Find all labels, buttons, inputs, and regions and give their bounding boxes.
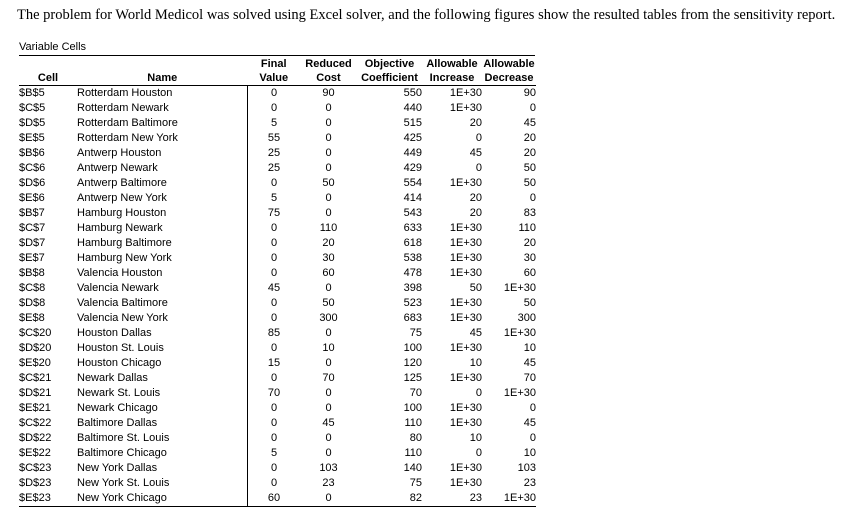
- allowable-increase: 50: [469, 282, 482, 294]
- reduced-cost: 0: [325, 192, 332, 204]
- allowable-decrease: 0: [529, 192, 536, 204]
- table-row: [19, 176, 536, 191]
- objective-coefficient: 449: [403, 147, 422, 159]
- objective-coefficient: 554: [403, 177, 422, 189]
- objective-coefficient: 618: [403, 237, 422, 249]
- variable-name: New York Dallas: [77, 462, 158, 474]
- final-value: 0: [248, 461, 301, 476]
- reduced-cost: 10: [322, 342, 335, 354]
- final-value: 0: [248, 311, 301, 326]
- header-reduced-top: Reduced: [305, 58, 352, 70]
- allowable-increase: 1E+30: [449, 222, 482, 234]
- allowable-increase: 1E+30: [449, 297, 482, 309]
- reduced-cost: 50: [322, 177, 335, 189]
- header-cell-blank: [19, 57, 77, 71]
- allowable-decrease: 70: [523, 372, 536, 384]
- final-value: 15: [248, 356, 301, 371]
- reduced-cost: 70: [322, 372, 335, 384]
- final-value: 70: [248, 386, 301, 401]
- allowable-decrease: 10: [523, 342, 536, 354]
- reduced-cost: 60: [322, 267, 335, 279]
- final-value: 75: [248, 206, 301, 221]
- objective-coefficient: 125: [403, 372, 422, 384]
- reduced-cost: 0: [325, 162, 332, 174]
- cell-address: $E$22: [19, 447, 51, 459]
- reduced-cost: 0: [325, 102, 332, 114]
- cell-address: $D$23: [19, 477, 52, 489]
- variable-name: Newark Chicago: [77, 402, 158, 414]
- allowable-increase: 45: [469, 147, 482, 159]
- allowable-increase: 1E+30: [449, 312, 482, 324]
- variable-name: Antwerp Houston: [77, 147, 162, 159]
- cell-address: $E$8: [19, 312, 45, 324]
- objective-coefficient: 110: [404, 447, 422, 459]
- final-value: 0: [248, 101, 301, 116]
- allowable-decrease: 0: [529, 432, 536, 444]
- allowable-increase: 1E+30: [449, 402, 482, 414]
- final-value: 0: [248, 266, 301, 281]
- objective-coefficient: 75: [409, 477, 422, 489]
- cell-address: $C$7: [19, 222, 46, 234]
- allowable-decrease: 50: [523, 177, 536, 189]
- allowable-decrease: 20: [523, 132, 536, 144]
- header-cell: Cell: [19, 71, 77, 86]
- header-decrease-bottom: Decrease: [482, 71, 536, 86]
- intro-paragraph: The problem for World Medicol was solved using Excel solver, and the following figures show the resulted tables from the sensitivity report.: [17, 7, 836, 23]
- final-value: 0: [248, 296, 301, 311]
- final-value: 0: [248, 431, 301, 446]
- cell-address: $E$5: [19, 132, 45, 144]
- cell-address: $C$6: [19, 162, 46, 174]
- header-name: Name: [77, 71, 248, 86]
- allowable-increase: 23: [422, 491, 482, 507]
- reduced-cost: 103: [319, 462, 338, 474]
- allowable-decrease: 30: [523, 252, 536, 264]
- header-name-blank: [77, 57, 248, 71]
- objective-coefficient: 100: [403, 342, 422, 354]
- reduced-cost: 0: [325, 432, 332, 444]
- allowable-increase: 1E+30: [449, 477, 482, 489]
- objective-coefficient: 110: [404, 417, 422, 429]
- table-row: [19, 371, 536, 386]
- cell-address: $E$21: [19, 402, 51, 414]
- cell-address: $D$7: [19, 237, 46, 249]
- objective-coefficient: 120: [403, 357, 422, 369]
- table-body: [19, 86, 536, 507]
- reduced-cost: 45: [322, 417, 335, 429]
- cell-address: $D$20: [19, 342, 52, 354]
- allowable-increase: 1E+30: [449, 102, 482, 114]
- header-reduced-bottom: Cost: [300, 71, 357, 86]
- allowable-increase: 20: [469, 207, 482, 219]
- table-row: [19, 236, 536, 251]
- header-increase-bottom: Increase: [422, 71, 482, 86]
- cell-address: $D$21: [19, 387, 52, 399]
- allowable-increase: 1E+30: [449, 342, 482, 354]
- final-value: 0: [248, 236, 301, 251]
- cell-address: $E$6: [19, 192, 45, 204]
- allowable-increase: 1E+30: [449, 177, 482, 189]
- final-value: 45: [248, 281, 301, 296]
- allowable-increase: 20: [469, 192, 482, 204]
- cell-address: $C$20: [19, 327, 52, 339]
- variable-name: Hamburg Newark: [77, 222, 163, 234]
- header-objective-bottom: Coefficient: [357, 71, 422, 86]
- table-row: [19, 221, 536, 236]
- allowable-increase: 20: [469, 117, 482, 129]
- objective-coefficient: 633: [403, 222, 422, 234]
- allowable-increase: 10: [469, 432, 482, 444]
- allowable-decrease: 110: [518, 222, 536, 234]
- final-value: 0: [248, 416, 301, 431]
- variable-name: Newark Dallas: [77, 372, 148, 384]
- allowable-decrease: 20: [523, 237, 536, 249]
- reduced-cost: 0: [325, 357, 332, 369]
- table-row: [19, 446, 536, 461]
- allowable-decrease: 20: [523, 147, 536, 159]
- variable-name: Newark St. Louis: [77, 387, 161, 399]
- allowable-decrease: 45: [523, 417, 536, 429]
- final-value: 0: [248, 476, 301, 491]
- cell-address: $C$8: [19, 282, 46, 294]
- allowable-decrease: 50: [523, 162, 536, 174]
- cell-address: $C$21: [19, 372, 52, 384]
- allowable-increase: 10: [469, 357, 482, 369]
- final-value: 0: [248, 221, 301, 236]
- objective-coefficient: 80: [409, 432, 422, 444]
- objective-coefficient: 440: [403, 102, 422, 114]
- variable-name: Hamburg Baltimore: [77, 237, 172, 249]
- objective-coefficient: 550: [403, 87, 422, 99]
- cell-address: $D$6: [19, 177, 46, 189]
- allowable-increase: 1E+30: [449, 237, 482, 249]
- cell-address: $E$23: [19, 491, 77, 507]
- objective-coefficient: 683: [403, 312, 422, 324]
- table-row: [19, 431, 536, 446]
- table-row: [19, 191, 536, 206]
- objective-coefficient: 425: [403, 132, 422, 144]
- allowable-increase: 0: [475, 132, 482, 144]
- variable-name: Houston Chicago: [77, 357, 162, 369]
- objective-coefficient: 100: [403, 402, 422, 414]
- objective-coefficient: 75: [409, 327, 422, 339]
- allowable-increase: 1E+30: [449, 252, 482, 264]
- cell-address: $D$8: [19, 297, 46, 309]
- objective-coefficient: 70: [409, 387, 422, 399]
- final-value: 5: [248, 446, 301, 461]
- objective-coefficient: 515: [403, 117, 422, 129]
- reduced-cost: 0: [325, 327, 332, 339]
- table-header: [19, 57, 536, 86]
- reduced-cost: 50: [322, 297, 335, 309]
- variable-name: Baltimore St. Louis: [77, 432, 170, 444]
- allowable-decrease: 50: [523, 297, 536, 309]
- allowable-decrease: 300: [517, 312, 536, 324]
- final-value: 0: [248, 176, 301, 191]
- reduced-cost: 30: [322, 252, 335, 264]
- variable-name: New York St. Louis: [77, 477, 170, 489]
- table-row: [19, 326, 536, 341]
- objective-coefficient: 82: [357, 491, 422, 507]
- allowable-decrease: 83: [523, 207, 536, 219]
- variable-name: Antwerp Newark: [77, 162, 158, 174]
- variable-name: Antwerp Baltimore: [77, 177, 167, 189]
- table-row: [19, 341, 536, 356]
- variable-name: New York Chicago: [77, 491, 248, 507]
- allowable-increase: 1E+30: [449, 87, 482, 99]
- variable-name: Valencia Newark: [77, 282, 159, 294]
- cell-address: $E$20: [19, 357, 51, 369]
- table-row: [19, 356, 536, 371]
- allowable-decrease: 1E+30: [503, 282, 536, 294]
- variable-name: Rotterdam New York: [77, 132, 178, 144]
- allowable-increase: 1E+30: [449, 372, 482, 384]
- table-row: [19, 386, 536, 401]
- cell-address: $C$5: [19, 102, 46, 114]
- allowable-decrease: 1E+30: [503, 327, 536, 339]
- cell-address: $B$8: [19, 267, 45, 279]
- allowable-decrease: 0: [529, 402, 536, 414]
- allowable-increase: 45: [469, 327, 482, 339]
- cell-address: $C$23: [19, 462, 52, 474]
- table-row: [19, 461, 536, 476]
- allowable-increase: 0: [475, 387, 482, 399]
- allowable-decrease: 1E+30: [503, 387, 536, 399]
- objective-coefficient: 398: [403, 282, 422, 294]
- final-value: 60: [248, 491, 301, 507]
- cell-address: $E$7: [19, 252, 45, 264]
- cell-address: $B$6: [19, 147, 45, 159]
- reduced-cost: 90: [322, 87, 335, 99]
- objective-coefficient: 414: [403, 192, 422, 204]
- allowable-decrease: 90: [523, 87, 536, 99]
- reduced-cost: 23: [322, 477, 335, 489]
- table-row: [19, 161, 536, 176]
- allowable-decrease: 45: [523, 117, 536, 129]
- objective-coefficient: 538: [403, 252, 422, 264]
- variable-name: Houston St. Louis: [77, 342, 164, 354]
- variable-name: Baltimore Dallas: [77, 417, 158, 429]
- variable-name: Rotterdam Houston: [77, 87, 173, 99]
- final-value: 0: [248, 86, 301, 102]
- reduced-cost: 0: [325, 207, 332, 219]
- reduced-cost: 0: [325, 447, 332, 459]
- table-row: [19, 401, 536, 416]
- allowable-increase: 0: [475, 447, 482, 459]
- final-value: 0: [248, 401, 301, 416]
- variable-name: Valencia New York: [77, 312, 168, 324]
- header-decrease-top: Allowable: [483, 58, 535, 70]
- variable-name: Valencia Baltimore: [77, 297, 168, 309]
- section-title-rule: [19, 55, 535, 56]
- final-value: 55: [248, 131, 301, 146]
- allowable-decrease: 0: [529, 102, 536, 114]
- reduced-cost: 0: [325, 282, 332, 294]
- variable-name: Rotterdam Baltimore: [77, 117, 178, 129]
- variable-name: Houston Dallas: [77, 327, 152, 339]
- table-row: [19, 86, 536, 102]
- allowable-decrease: 23: [523, 477, 536, 489]
- final-value: 25: [248, 161, 301, 176]
- cell-address: $B$5: [19, 87, 45, 99]
- final-value: 5: [248, 116, 301, 131]
- objective-coefficient: 478: [403, 267, 422, 279]
- reduced-cost: 0: [325, 402, 332, 414]
- cell-address: $C$22: [19, 417, 52, 429]
- final-value: 0: [248, 341, 301, 356]
- final-value: 0: [248, 371, 301, 386]
- allowable-decrease: 60: [523, 267, 536, 279]
- reduced-cost: 0: [325, 117, 332, 129]
- allowable-increase: 1E+30: [449, 462, 482, 474]
- table-row: [19, 146, 536, 161]
- table-row: [19, 251, 536, 266]
- header-increase-top: Allowable: [426, 58, 478, 70]
- table-row: [19, 116, 536, 131]
- variable-cells-table: [19, 57, 536, 507]
- table-row: [19, 296, 536, 311]
- reduced-cost: 300: [319, 312, 338, 324]
- table-row: [19, 131, 536, 146]
- reduced-cost: 0: [300, 491, 357, 507]
- allowable-increase: 0: [475, 162, 482, 174]
- variable-name: Rotterdam Newark: [77, 102, 169, 114]
- cell-address: $D$22: [19, 432, 52, 444]
- table-row: [19, 101, 536, 116]
- final-value: 25: [248, 146, 301, 161]
- header-final-bottom: Value: [248, 71, 301, 86]
- table-row: [19, 206, 536, 221]
- objective-coefficient: 140: [403, 462, 422, 474]
- final-value: 5: [248, 191, 301, 206]
- table-row: [19, 311, 536, 326]
- cell-address: $D$5: [19, 117, 46, 129]
- objective-coefficient: 543: [403, 207, 422, 219]
- reduced-cost: 20: [322, 237, 335, 249]
- allowable-increase: 1E+30: [449, 417, 482, 429]
- final-value: 85: [248, 326, 301, 341]
- table-row: [19, 266, 536, 281]
- objective-coefficient: 429: [403, 162, 422, 174]
- table-row: [19, 491, 536, 507]
- reduced-cost: 0: [325, 147, 332, 159]
- table-row: [19, 476, 536, 491]
- allowable-decrease: 1E+30: [482, 491, 536, 507]
- variable-name: Hamburg New York: [77, 252, 172, 264]
- allowable-decrease: 10: [523, 447, 536, 459]
- final-value: 0: [248, 251, 301, 266]
- variable-name: Hamburg Houston: [77, 207, 167, 219]
- table-row: [19, 416, 536, 431]
- cell-address: $B$7: [19, 207, 45, 219]
- allowable-increase: 1E+30: [449, 267, 482, 279]
- variable-name: Valencia Houston: [77, 267, 163, 279]
- reduced-cost: 0: [325, 132, 332, 144]
- header-final-top: Final: [260, 58, 287, 70]
- variable-name: Antwerp New York: [77, 192, 167, 204]
- allowable-decrease: 103: [517, 462, 536, 474]
- reduced-cost: 0: [325, 387, 332, 399]
- objective-coefficient: 523: [403, 297, 422, 309]
- reduced-cost: 110: [319, 222, 338, 234]
- table-row: [19, 281, 536, 296]
- section-title: Variable Cells: [19, 41, 87, 53]
- allowable-decrease: 45: [523, 357, 536, 369]
- variable-name: Baltimore Chicago: [77, 447, 167, 459]
- header-objective-top: Objective: [364, 58, 415, 70]
